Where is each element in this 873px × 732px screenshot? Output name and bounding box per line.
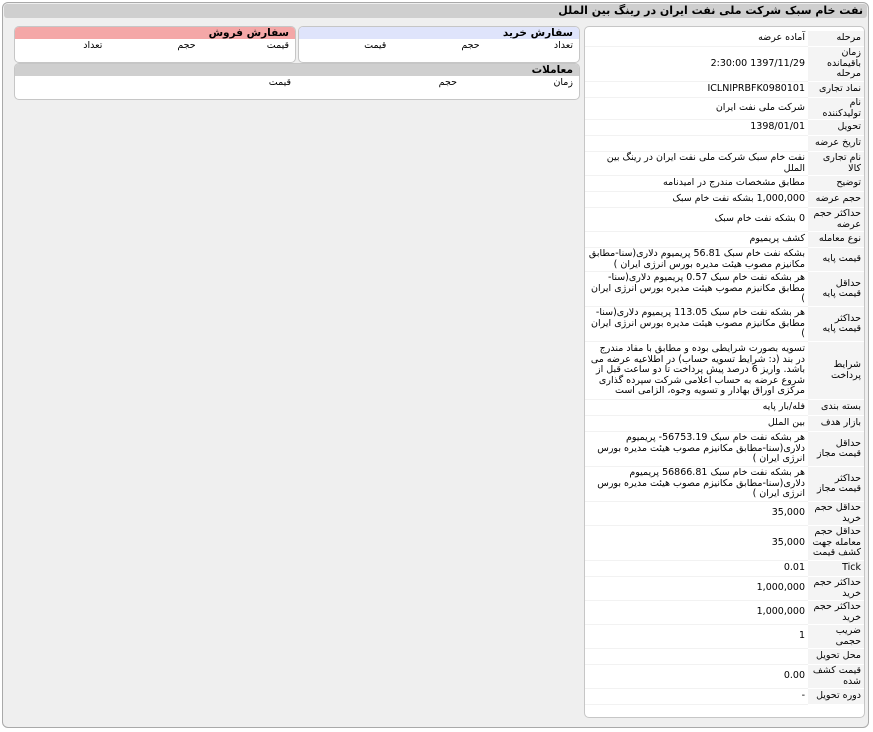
trades-title: معاملات bbox=[15, 64, 579, 76]
buy-col-price: قیمت bbox=[364, 40, 387, 51]
detail-label: زمان باقیمانده مرحله bbox=[808, 47, 864, 82]
detail-value: 0.00 bbox=[585, 665, 808, 689]
detail-label: ضریب حجمی bbox=[808, 625, 864, 649]
detail-value: 0.01 bbox=[585, 561, 808, 577]
detail-row bbox=[585, 152, 864, 176]
sell-col-count: تعداد bbox=[83, 40, 103, 51]
detail-label: دوره تحویل bbox=[808, 689, 864, 705]
detail-label: حداقل قیمت مجاز bbox=[808, 432, 864, 467]
details-table bbox=[585, 31, 864, 705]
detail-row bbox=[585, 526, 864, 561]
detail-row bbox=[585, 120, 864, 136]
detail-label: نوع معامله bbox=[808, 232, 864, 248]
detail-label: شرایط پرداخت bbox=[808, 342, 864, 400]
page-title: نفت خام سبک شرکت ملی نفت ایران در رینگ بین الملل bbox=[4, 4, 867, 18]
detail-value: هر بشکه نفت خام سبک 56866.81 پریمیوم دلاری(سنا-مطابق مکانیزم مصوب هیئت مدیره بورس انرژی ایران ) bbox=[585, 467, 808, 502]
buy-orders-title: سفارش خرید bbox=[299, 27, 579, 39]
sell-col-price: قیمت bbox=[266, 40, 289, 51]
detail-row bbox=[585, 192, 864, 208]
detail-label: قیمت پایه bbox=[808, 248, 864, 272]
detail-value: نفت خام سبک شرکت ملی نفت ایران در رینگ بین الملل bbox=[585, 152, 808, 176]
detail-value: هر بشکه نفت خام سبک 56753.19- پریمیوم دلاری(سنا-مطابق مکانیزم مصوب هیئت مدیره بورس انرژی ایران ) bbox=[585, 432, 808, 467]
detail-row bbox=[585, 307, 864, 342]
detail-label: نام تجاری کالا bbox=[808, 152, 864, 176]
detail-value: هر بشکه نفت خام سبک 0.57 پریمیوم دلاری(سنا-مطابق مکانیزم مصوب هیئت مدیره بورس انرژی ایران ) bbox=[585, 272, 808, 307]
detail-value: ICLNIPRBFK0980101 bbox=[585, 82, 808, 98]
detail-label: مرحله bbox=[808, 31, 864, 47]
detail-label: توضیح bbox=[808, 176, 864, 192]
detail-row bbox=[585, 416, 864, 432]
detail-row bbox=[585, 649, 864, 665]
detail-row bbox=[585, 208, 864, 232]
detail-value: 35,000 bbox=[585, 502, 808, 526]
detail-value: مطابق مشخصات مندرج در امیدنامه bbox=[585, 176, 808, 192]
detail-row bbox=[585, 232, 864, 248]
detail-value: شرکت ملی نفت ایران bbox=[585, 98, 808, 120]
detail-value: فله/بار پایه bbox=[585, 400, 808, 416]
detail-label: نام تولیدکننده bbox=[808, 98, 864, 120]
detail-row bbox=[585, 82, 864, 98]
detail-row bbox=[585, 400, 864, 416]
detail-row bbox=[585, 272, 864, 307]
detail-value: هر بشکه نفت خام سبک 113.05 پریمیوم دلاری(سنا-مطابق مکانیزم مصوب هیئت مدیره بورس انرژی ایران ) bbox=[585, 307, 808, 342]
trades-header bbox=[15, 76, 579, 90]
detail-row bbox=[585, 502, 864, 526]
detail-value: کشف پریمیوم bbox=[585, 232, 808, 248]
detail-value: آماده عرضه bbox=[585, 31, 808, 47]
detail-label: حداکثر حجم خرید bbox=[808, 577, 864, 601]
sell-col-volume: حجم bbox=[177, 40, 196, 51]
buy-orders-panel bbox=[298, 26, 580, 63]
detail-row bbox=[585, 47, 864, 82]
detail-label: بسته بندی bbox=[808, 400, 864, 416]
detail-row bbox=[585, 342, 864, 400]
detail-label: نماد تجاری bbox=[808, 82, 864, 98]
detail-label: قیمت کشف شده bbox=[808, 665, 864, 689]
detail-row bbox=[585, 98, 864, 120]
detail-value: بین الملل bbox=[585, 416, 808, 432]
detail-value: - bbox=[585, 689, 808, 705]
detail-row bbox=[585, 601, 864, 625]
detail-value bbox=[585, 136, 808, 152]
detail-value bbox=[585, 649, 808, 665]
detail-row bbox=[585, 561, 864, 577]
detail-label: Tick bbox=[808, 561, 864, 577]
trades-col-time: زمان bbox=[553, 77, 573, 88]
detail-row bbox=[585, 467, 864, 502]
detail-value: 1,000,000 bbox=[585, 601, 808, 625]
details-panel bbox=[584, 26, 865, 718]
sell-orders-title: سفارش فروش bbox=[15, 27, 295, 39]
trades-col-volume: حجم bbox=[438, 77, 457, 88]
detail-label: حداکثر قیمت مجاز bbox=[808, 467, 864, 502]
buy-col-count: تعداد bbox=[553, 40, 573, 51]
detail-row bbox=[585, 248, 864, 272]
buy-orders-header bbox=[299, 39, 579, 53]
detail-label: حداکثر حجم خرید bbox=[808, 601, 864, 625]
detail-row bbox=[585, 432, 864, 467]
detail-value: 1,000,000 بشکه نفت خام سبک bbox=[585, 192, 808, 208]
detail-label: محل تحویل bbox=[808, 649, 864, 665]
detail-label: تاریخ عرضه bbox=[808, 136, 864, 152]
detail-value: 0 بشکه نفت خام سبک bbox=[585, 208, 808, 232]
detail-row bbox=[585, 665, 864, 689]
detail-row bbox=[585, 625, 864, 649]
detail-row bbox=[585, 176, 864, 192]
detail-label: حداکثر قیمت پایه bbox=[808, 307, 864, 342]
detail-value: 1,000,000 bbox=[585, 577, 808, 601]
detail-value: تسویه بصورت شرایطی بوده و مطابق با مفاد مندرج در بند (د: شرایط تسویه حساب) در اطلاعیه عرضه می باشد. واریز 6 درصد پیش پرداخت تا دو ساعت قبل از شروع عرضه به حساب اعلامی شرکت سپرده گذاری مرکزی اوراق بهادار و تسویه وجوه، الزامی است bbox=[585, 342, 808, 400]
sell-orders-panel bbox=[14, 26, 296, 63]
detail-value: 1398/01/01 bbox=[585, 120, 808, 136]
detail-label: حداقل قیمت پایه bbox=[808, 272, 864, 307]
detail-label: تحویل bbox=[808, 120, 864, 136]
detail-value: 1 bbox=[585, 625, 808, 649]
detail-row bbox=[585, 136, 864, 152]
trades-panel bbox=[14, 63, 580, 100]
detail-value: بشکه نفت خام سبک 56.81 پریمیوم دلاری(سنا-مطابق مکانیزم مصوب هیئت مدیره بورس انرژی ایران ) bbox=[585, 248, 808, 272]
detail-label: حداکثر حجم عرضه bbox=[808, 208, 864, 232]
detail-label: حداقل حجم معامله جهت کشف قیمت bbox=[808, 526, 864, 561]
detail-row bbox=[585, 689, 864, 705]
detail-row bbox=[585, 31, 864, 47]
buy-col-volume: حجم bbox=[461, 40, 480, 51]
detail-label: حجم عرضه bbox=[808, 192, 864, 208]
detail-value: 1397/11/29 2:30:00 bbox=[585, 47, 808, 82]
detail-label: حداقل حجم خرید bbox=[808, 502, 864, 526]
detail-row bbox=[585, 577, 864, 601]
detail-label: بازار هدف bbox=[808, 416, 864, 432]
sell-orders-header bbox=[15, 39, 295, 53]
trades-col-price: قیمت bbox=[268, 77, 291, 88]
detail-value: 35,000 bbox=[585, 526, 808, 561]
